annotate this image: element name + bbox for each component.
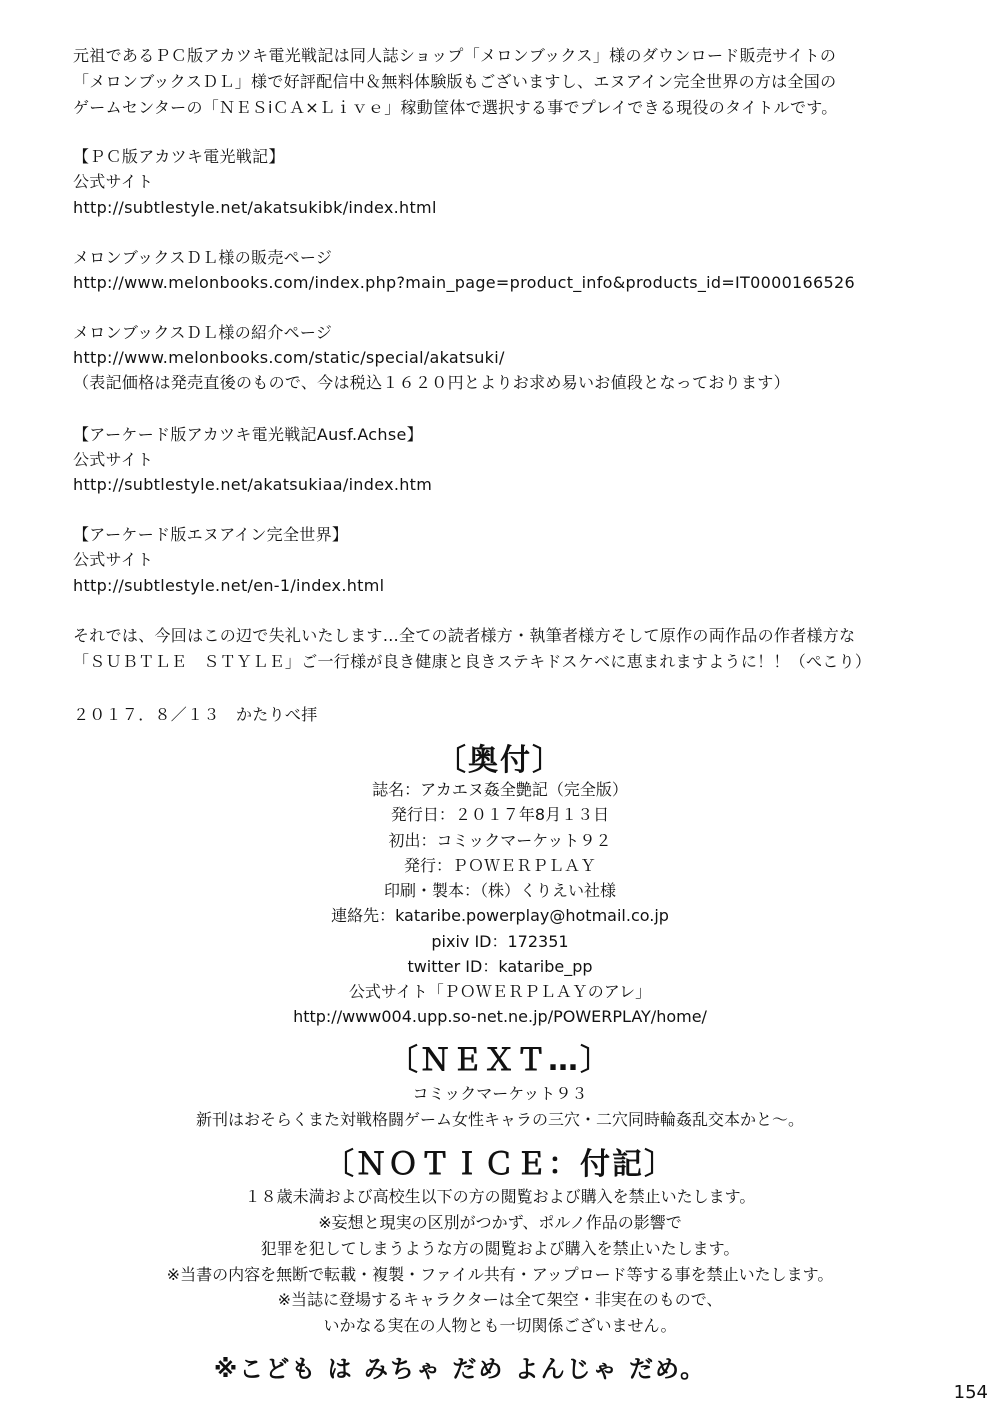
pc-label: 公式サイト <box>73 172 154 191</box>
notice-heading: 〔ＮＯＴＩＣＥ：付記〕 <box>324 1147 676 1182</box>
notice-line-5: ※当誌に登場するキャラクターは全て架空・非実在のもので、 <box>277 1290 723 1309</box>
colophon-contact[interactable]: 連絡先：kataribe.powerplay@hotmail.co.jp <box>331 906 669 925</box>
melon-sale-url[interactable]: http://www.melonbooks.com/index.php?main_page=product_info&products_id=IT0000166526 <box>73 273 855 292</box>
next-heading: 〔ＮＥＸＴ…〕 <box>388 1043 612 1078</box>
colophon-date: 発行日：２０１７年8月１３日 <box>390 805 610 824</box>
page-number: 154 <box>953 1382 988 1403</box>
melon-sale-label: メロンブックスＤＬ様の販売ページ <box>73 248 333 267</box>
colophon-pixiv: pixiv ID：172351 <box>431 932 569 951</box>
colophon-first-appearance: 初出：コミックマーケット９２ <box>388 831 612 850</box>
arcade-akatsuki-url[interactable]: http://subtlestyle.net/akatsukiaa/index.htm <box>73 475 433 494</box>
signature: ２０１７．８／１３ かたりべ拝 <box>73 705 318 724</box>
notice-footer: ※こども は みちゃ だめ よんじゃ だめ。 <box>213 1355 707 1383</box>
closing-line-1: それでは、今回はこの辺で失礼いたします…全ての読者様方・執筆者様方そして原作の両作品の作者様方な <box>73 626 856 645</box>
price-note: （表記価格は発売直後のもので、今は税込１６２０円とよりお求め易いお値段となっております） <box>73 373 790 392</box>
intro-line-3: ゲームセンターの「ＮＥＳiＣＡ×Ｌｉｖｅ」稼動筐体で選択する事でプレイできる現役のタイトルです。 <box>73 98 838 117</box>
arcade-en-url[interactable]: http://subtlestyle.net/en-1/index.html <box>73 576 385 595</box>
arcade-akatsuki-label: 公式サイト <box>73 450 154 469</box>
colophon-heading: 〔奥付〕 <box>436 743 564 778</box>
arcade-en-heading: 【アーケード版エヌアイン完全世界】 <box>73 525 349 544</box>
melon-intro-label: メロンブックスＤＬ様の紹介ページ <box>73 323 333 342</box>
intro-line-1: 元祖であるＰＣ版アカツキ電光戦記は同人誌ショップ「メロンブックス」様のダウンロード販売サイトの <box>73 46 837 65</box>
next-event: コミックマーケット９３ <box>412 1084 588 1103</box>
notice-line-1: １８歳未満および高校生以下の方の閲覧および購入を禁止いたします。 <box>244 1187 756 1206</box>
colophon-twitter: twitter ID：kataribe_pp <box>407 957 593 976</box>
colophon-site-label: 公式サイト「ＰＯＷＥＲＰＬＡＹのアレ」 <box>348 982 652 1001</box>
colophon-site-url[interactable]: http://www004.upp.so-net.ne.jp/POWERPLAY/home/ <box>293 1007 707 1026</box>
notice-line-2: ※妄想と現実の区別がつかず、ポルノ作品の影響で <box>318 1213 682 1232</box>
pc-heading: 【ＰＣ版アカツキ電光戦記】 <box>73 147 285 166</box>
next-description: 新刊はおそらくまた対戦格闘ゲーム女性キャラの三穴・二穴同時輪姦乱交本かと〜。 <box>195 1110 804 1129</box>
arcade-akatsuki-heading: 【アーケード版アカツキ電光戦記Ausf.Achse】 <box>73 425 423 444</box>
colophon-publisher: 発行：ＰＯＷＥＲＰＬＡＹ <box>403 856 596 875</box>
colophon-title: 誌名：アカエヌ姦全艶記（完全版） <box>372 780 628 799</box>
intro-line-2: 「メロンブックスＤＬ」様で好評配信中＆無料体験版もございますし、エヌアイン完全世界の方は全国の <box>73 72 837 91</box>
notice-line-4: ※当書の内容を無断で転載・複製・ファイル共有・アップロード等する事を禁止いたします。 <box>166 1265 834 1284</box>
arcade-en-label: 公式サイト <box>73 550 154 569</box>
notice-line-6: いかなる実在の人物とも一切関係ございません。 <box>323 1316 677 1335</box>
melon-intro-url[interactable]: http://www.melonbooks.com/static/special/akatsuki/ <box>73 348 505 367</box>
notice-line-3: 犯罪を犯してしまうような方の閲覧および購入を禁止いたします。 <box>260 1239 740 1258</box>
pc-url[interactable]: http://subtlestyle.net/akatsukibk/index.html <box>73 198 437 217</box>
closing-line-2: 「ＳＵＢＴＬＥ ＳＴＹＬＥ」ご一行様が良き健康と良きステキドスケベに恵まれますように！！（ぺこり） <box>73 652 872 671</box>
colophon-printer: 印刷・製本：（株）くりえい社様 <box>383 881 616 900</box>
